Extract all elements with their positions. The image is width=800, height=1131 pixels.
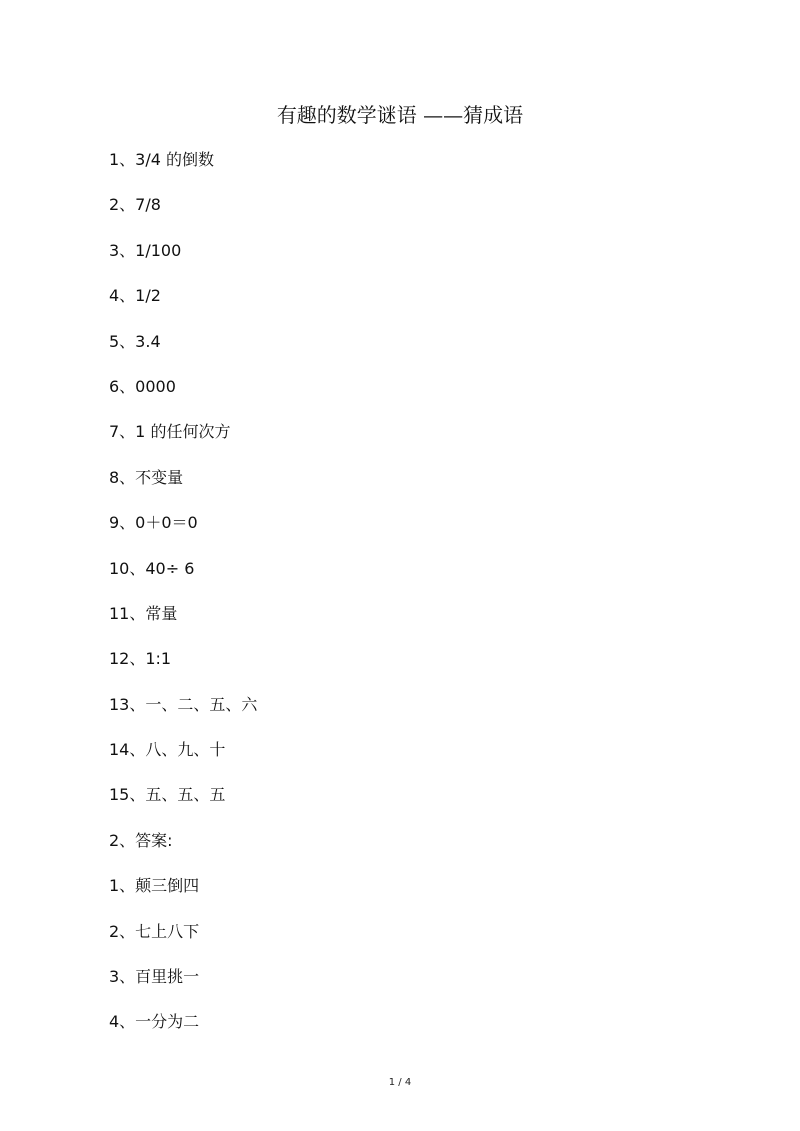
list-item: 7、1 的任何次方 <box>109 422 231 442</box>
list-item: 1、3/4 的倒数 <box>109 150 215 169</box>
list-item: 4、1/2 <box>109 286 161 306</box>
list-item: 2、七上八下 <box>109 921 200 941</box>
answers-heading: 2、答案: <box>109 830 173 850</box>
list-item: 11、常量 <box>109 603 178 623</box>
list-item: 9、0＋0＝0 <box>109 513 198 533</box>
list-item: 3、1/100 <box>109 240 182 260</box>
page-number: 1 / 4 <box>388 1077 412 1088</box>
list-item: 10、40÷ 6 <box>109 558 195 578</box>
document-title: 有趣的数学谜语 ——猜成语 <box>276 103 524 127</box>
list-item: 6、0000 <box>109 376 176 396</box>
list-item: 3、百里挑一 <box>109 967 200 987</box>
list-item: 8、不变量 <box>109 467 184 487</box>
list-item: 2、7/8 <box>109 195 161 215</box>
list-item: 1、颠三倒四 <box>109 876 200 896</box>
list-item: 12、1:1 <box>109 649 172 669</box>
list-item: 5、3.4 <box>109 331 161 351</box>
list-item: 14、八、九、十 <box>109 740 226 760</box>
list-item: 15、五、五、五 <box>109 785 226 805</box>
riddle-list <box>109 148 709 1056</box>
list-item: 13、一、二、五、六 <box>109 694 258 714</box>
list-item: 4、一分为二 <box>109 1012 200 1032</box>
